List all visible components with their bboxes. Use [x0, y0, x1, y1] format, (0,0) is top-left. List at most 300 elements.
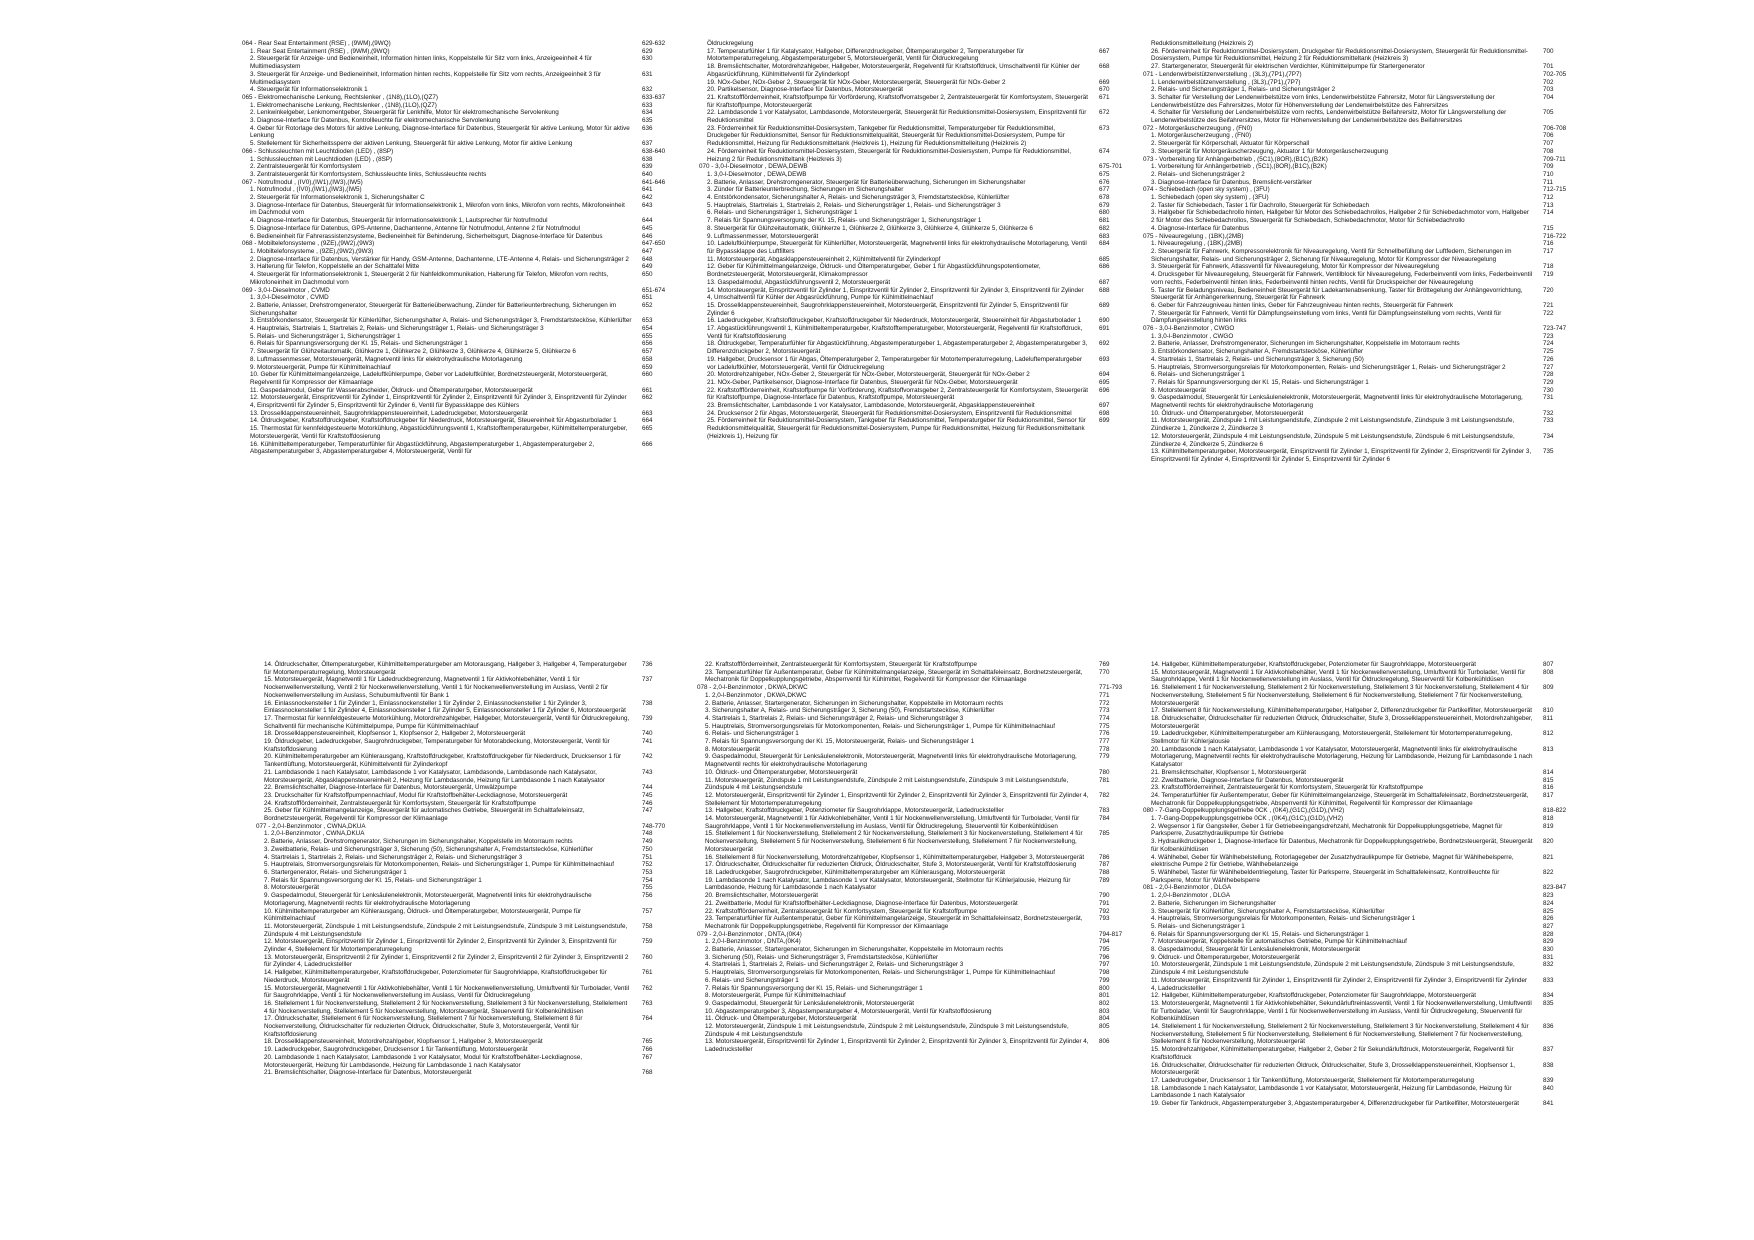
index-entry-row	[697, 985, 1137, 993]
page-number: 794-817	[1099, 930, 1123, 938]
index-entry-row	[1143, 356, 1581, 364]
index-entry-row	[242, 317, 680, 325]
page-number: 640	[642, 170, 653, 178]
page-number: 693	[1099, 355, 1110, 363]
index-heading-text: 080 - 7-Gang-Doppelkupplungsgetriebe 0CK , (0K4),(G1C),(G1D),(VH2)	[1143, 807, 1345, 815]
panel-top-right	[1143, 40, 1581, 464]
page-number: 703	[1543, 86, 1554, 94]
page-number: 696	[1099, 386, 1110, 394]
page-number: 677	[1099, 186, 1110, 194]
page-number: 643	[642, 201, 653, 209]
index-entry-row	[242, 163, 680, 171]
index-heading-row	[1143, 807, 1581, 815]
page-number: 827	[1543, 922, 1554, 930]
page-number: 744	[642, 784, 653, 792]
index-entry-row	[1143, 838, 1581, 853]
page-number: 780	[1099, 768, 1110, 776]
page-number: 748	[642, 830, 653, 838]
index-entry-text: 3. Steuergerät für Anzeige- und Bedieneinheit, Information hinten rechts, Koppelstelle für Sitz vorn rechts, Anzeigeeinheit 3 für Multimediasystem	[250, 70, 602, 86]
index-entry-row	[1143, 730, 1581, 745]
index-entry-row	[242, 425, 680, 440]
page-number: 747	[642, 807, 653, 815]
page-number: 771-793	[1099, 684, 1123, 692]
index-entry-row	[699, 233, 1137, 241]
page-number: 808	[1543, 668, 1554, 676]
index-entry-text: 6. Relais für Spannungsversorgung der Kl. 15, Relais- und Sicherungsträger 1	[250, 340, 468, 348]
page-number: 705	[1543, 109, 1554, 117]
index-entry-text: 18. Drosselklappensteuereinheit, Motordrehzahlgeber, Klopfsensor 1, Hallgeber 3, Motorsteuergerät	[264, 1038, 543, 1046]
page-number: 823	[1543, 892, 1554, 900]
index-entry-text: 14. Stellelement 1 für Nockenverstellung, Stellelement 2 für Nockenverstellung, Stellelement 3 für Nockenverstellung, Stellelement 4 für Nockenverstellung, Stellelement 5 für Nockenverstellung, Stellelement 6 für Nockenverstellung, Stellelement 7 für Nockenverstellung, Stellelement 8 für Nockenverstellung, Motorsteuergerät	[1151, 1023, 1529, 1046]
index-entry-row	[1143, 961, 1581, 976]
page-number: 820	[1543, 838, 1554, 846]
index-entry-row	[1143, 109, 1581, 124]
index-heading-text: 079 - 2,0-l-Benzinmotor , DNTA,(0K4)	[697, 930, 802, 938]
page-number: 731	[1543, 394, 1554, 402]
page-number: 654	[642, 325, 653, 333]
page-number: 818	[1543, 815, 1554, 823]
page-number: 763	[642, 999, 653, 1007]
index-entry-text: 1. Mobiltelefonsysteme , (9ZE),(9W2),(9W3)	[250, 247, 374, 255]
index-entry-text: 4. Wählhebel, Geber für Wählhebelstellung, Rotorlagegeber der Zusatzhydraulikpumpe für Getriebe, Magnet für Wählhebelsperre, elektrische Pumpe 2 für Getriebe, Wählhebelanzeige	[1151, 853, 1514, 869]
panel-bot-mid	[697, 661, 1137, 1054]
page-number: 766	[642, 1046, 653, 1054]
page-number: 645	[642, 224, 653, 232]
page-number: 800	[1099, 984, 1110, 992]
page-number: 793	[1099, 915, 1110, 923]
index-entry-row	[1143, 202, 1581, 210]
page-number: 713	[1543, 201, 1554, 209]
index-entry-row	[1143, 992, 1581, 1000]
page-number: 768	[642, 1069, 653, 1077]
page-number: 699	[1099, 417, 1110, 425]
index-entry-row	[697, 900, 1137, 908]
index-entry-text: 8. Gaspedalmodul, Steuergerät für Lenksäulenelektronik, Motorsteuergerät	[1151, 946, 1360, 954]
index-entry-row	[242, 364, 680, 372]
index-heading-row	[256, 823, 680, 831]
index-entry-row	[256, 884, 680, 892]
page-number: 650	[642, 271, 653, 279]
index-entry-row	[1143, 1023, 1581, 1046]
page-number: 826	[1543, 915, 1554, 923]
index-entry-row	[1143, 387, 1581, 395]
index-entry-row	[699, 225, 1137, 233]
page-number: 701	[1543, 63, 1554, 71]
index-entry-text: 16. Stellelement 1 für Nockenverstellung, Stellelement 2 für Nockenverstellung, Stellelement 3 für Nockenverstellung, Stellelement 4 für Nockenverstellung, Stellelement 5 für Nockenverstellung, Motorsteuergerät, Steuerventil für Kolbenkühldüsen	[264, 999, 628, 1015]
page-number: 738	[642, 699, 653, 707]
index-entry-text: 11. Motorsteuergerät, Zündspule 1 mit Leistungsendstufe, Zündspule 2 mit Leistungsendstufe, Zündspule 3 mit Leistungsendstufe, Zündspule 4 mit Leistungsendstufe	[705, 776, 1069, 792]
index-entry-text: 10. Kühlmitteltemperaturgeber am Kühlerausgang, Öldruck- und Öltemperaturgeber, Motorsteuergerät, Pumpe für Kühlmittelnachlauf	[264, 907, 582, 923]
index-entry-text: 10. Motorsteuergerät, Zündspule 1 mit Leistungsendstufe, Zündspule 2 mit Leistungsendstufe, Zündspule 3 mit Leistungsendstufe, Zündspule 4 mit Leistungsendstufe	[1151, 961, 1515, 977]
page-number: 708	[1543, 147, 1554, 155]
page-number: 828	[1543, 930, 1554, 938]
index-entry-row	[699, 240, 1137, 255]
index-entry-text: 5. Hauptrelais, Stromversorgungsrelais für Motorkomponenten, Relais- und Sicherungsträger 1, Relais- und Sicherungsträger 2	[1151, 363, 1506, 371]
index-entry-text: 15. Motorsteuergerät, Magnetventil 1 für Ladedruckbegrenzung, Magnetventil 1 für Aktivkohlebehälter, Ventil 1 für Nockenwellenverstellung, Ventil 2 für Nockenwellenverstellung, Ventil 1 für Nockenwellenverstellung im Auslass, Ventil 2 für Nockenwellenverstellung im Auslass, Schubumluftventil für Bank 1	[264, 676, 609, 699]
index-entry-row	[1143, 379, 1581, 387]
index-entry-row	[1143, 240, 1581, 248]
page-number: 840	[1543, 1084, 1554, 1092]
page-number: 753	[642, 868, 653, 876]
index-entry-text: 2. Batterie, Anlasser, Startergenerator, Sicherungen im Sicherungshalter, Koppelstelle im Motorraum rechts	[705, 946, 1004, 954]
index-entry-text: 10. Öldruck- und Öltemperaturgeber, Motorsteuergerät	[705, 768, 858, 776]
index-entry-text: 13. Drosselklappensteuereinheit, Saugrohrklappensteuereinheit, Ladedruckgeber, Motorsteuergerät	[250, 409, 528, 417]
page-number: 641-646	[642, 178, 666, 186]
index-heading-row	[1143, 233, 1581, 241]
index-entry-text: 6. Bedieneinheit für Fahrerassistenzsysteme, Bedieneinheit für Behinderung, Sicherheitsgurt, Diagnose-Interface für Datenbus	[250, 232, 603, 240]
index-entry-row	[256, 1046, 680, 1054]
index-entry-row	[697, 815, 1137, 830]
page-number: 646	[642, 232, 653, 240]
page-number: 651	[642, 294, 653, 302]
index-entry-text: 16. Kühlmitteltemperaturgeber, Temperaturfühler für Abgastückführung, Abgastemperaturgeber 1, Abgastemperaturgeber 2, Abgastemperaturgeber 3, Abgastemperaturgeber 4, Motorsteuergerät, Ventil für	[250, 440, 594, 456]
index-entry-text: 9. Gaspedalmodul, Steuergerät für Lenksäulenelektronik, Motorsteuergerät, Magnetventil links für elektrohydraulische Motorlagerung, Magnetventil rechts für elektrohydraulische Motorlagerung	[1151, 394, 1523, 410]
page-number: 698	[1099, 409, 1110, 417]
index-entry-row	[1143, 715, 1581, 730]
index-entry-text: 3. Entstörkondensator, Steuergerät für Kühlerlüfter, Sicherungshalter A, Relais- und Sicherungsträger 3, Fremdstartstecköse, Kühlerlüfter	[250, 317, 632, 325]
index-entry-text: 1. 2,0-l-Benzinmotor , CWNA,DKUA	[264, 830, 365, 838]
index-entry-text: 22. Kraftstoffförderreinheit, Zentralsteuergerät für Komfortsystem, Steuergerät für Kraftstoffpumpe	[705, 907, 977, 915]
index-entry-row	[242, 202, 680, 217]
index-entry-text: 5. Hauptrelais, Stromversorgungsrelais für Motorkomponenten, Relais- und Sicherungsträger 1, Pumpe für Kühlmittelnachlauf	[264, 861, 614, 869]
index-entry-row	[697, 661, 1137, 669]
index-entry-row	[699, 94, 1137, 109]
page-number: 743	[642, 768, 653, 776]
index-entry-text: 20. Bremslichtschalter, Motorsteuergerät	[705, 892, 819, 900]
index-entry-text: 20. Partikelsensor, Diagnose-Interface für Datenbus, Motorsteuergerät	[707, 86, 904, 94]
index-entry-row	[1143, 923, 1581, 931]
page-number: 764	[642, 1015, 653, 1023]
index-entry-row	[699, 125, 1137, 148]
page-number: 715	[1543, 224, 1554, 232]
index-entry-text: 3. Diagnose-Interface für Datenbus, Steuergerät für Informationselektronik 1, Mikrofon vorn links, Mikrofon vorn rechts, Mikrofoneinheit im Dachmodul vorn	[250, 201, 625, 217]
page-number: 629-632	[642, 40, 666, 47]
page-number: 795	[1099, 946, 1110, 954]
index-entry-row	[699, 410, 1137, 418]
index-entry-text: 12. Motorsteuergerät, Einspritzventil für Zylinder 1, Einspritzventil für Zylinder 2, Einspritzventil für Zylinder 3, Einspritzventil für Zylinder 4, Stellelement für Motortemperaturregelung	[705, 791, 1089, 807]
index-entry-text: 5. Hauptrelais, Stromversorgungsrelais für Motorkomponenten, Relais- und Sicherungsträger 1, Pumpe für Kühlmittelnachlauf	[705, 722, 1055, 730]
page-number: 721	[1543, 301, 1554, 309]
page-number: 825	[1543, 907, 1554, 915]
page-number: 815	[1543, 776, 1554, 784]
page-number: 740	[642, 730, 653, 738]
index-entry-row	[1143, 1046, 1581, 1061]
index-heading-row	[697, 931, 1137, 939]
page-number: 772	[1099, 699, 1110, 707]
page-number: 632	[642, 86, 653, 94]
index-entry-row	[699, 356, 1137, 371]
index-entry-text: 3. Steuergerät für Fahrwerk, Atlassventil für Niveauregelung, Motor für Kompressor der Niveauregelung	[1151, 263, 1440, 271]
page-number: 712	[1543, 194, 1554, 202]
page-number: 673	[1099, 124, 1110, 132]
index-entry-text: 4. Startrelais 1, Startrelais 2, Relais- und Sicherungsträger 2, Relais- und Sicherungsträger 3	[705, 961, 964, 969]
index-entry-row	[256, 1000, 680, 1015]
page-number: 717	[1543, 247, 1554, 255]
index-entry-text: Öldruckregelung	[707, 40, 754, 47]
index-entry-row	[697, 977, 1137, 985]
page-number: 806	[1099, 1038, 1110, 1046]
index-entry-row	[256, 1038, 680, 1046]
page-number: 838	[1543, 1061, 1554, 1069]
index-heading-text: 076 - 3,0-l-Benzinmotor , CWGO	[1143, 325, 1235, 333]
index-entry-text: 14. Motorsteuergerät, Einspritzventil für Zylinder 1, Einspritzventil für Zylinder 2, Einspritzventil für Zylinder 3, Einspritzventil für Zylinder 4, Umschaltventil für Kühler der Abgasrückführung, Pumpe für Kühlmittelnachlauf	[707, 286, 1084, 302]
index-entry-text: 1. 2,0-l-Benzinmotor , DLGA	[1151, 892, 1231, 900]
page-number: 762	[642, 984, 653, 992]
index-heading-text: 067 - Notrufmodul , (IV0),(IW1),(IW3),(IW5)	[242, 178, 363, 186]
index-entry-text: 7. Steuergerät für Fahrwerk, Ventil für Dämpfungseinstellung vorn links, Ventil für Dämpfungseinstellung vorn rechts, Ventil für Dämpfungseinstellung hinten links	[1151, 309, 1502, 325]
index-entry-row	[242, 263, 680, 271]
index-entry-text: 9. Gaspedalmodul, Steuergerät für Lenksäulenelektronik, Motorsteuergerät	[705, 999, 914, 1007]
index-entry-text: 23. Kraftstoffförderreinheit, Zentralsteuergerät für Komfortsystem, Steuergerät für Kraftstoffpumpe	[1151, 784, 1423, 792]
index-heading-text: 073 - Vorbereitung für Anhängerbetrieb , (5C1),(8OR),(B1C),(B2K)	[1143, 155, 1328, 163]
page-number: 711	[1543, 178, 1554, 186]
index-entry-text: 1. Schlussleuchten mit Leuchtdioden (LED) , (8SP)	[250, 155, 393, 163]
index-entry-text: 4. Diagnose-Interface für Datenbus, Steuergerät für Informationselektronik 1, Lautsprecher für Notrufmodul	[250, 217, 548, 225]
index-entry-text: 2. Batterie, Anlasser, Drehstromgenerator, Sicherungen im Sicherungshalter, Koppelstelle im Motorraum rechts	[1151, 340, 1460, 348]
index-entry-text: 7. Steuergerät für Glühzeitautomatik, Glühkerze 1, Glühkerze 2, Glühkerze 3, Glühkerze 4, Glühkerze 5, Glühkerze 6	[250, 348, 576, 356]
index-entry-text: 8. Motorsteuergerät	[1151, 386, 1206, 394]
index-entry-row	[1143, 915, 1581, 923]
index-entry-row	[1143, 310, 1581, 325]
index-entry-row	[1143, 171, 1581, 179]
index-entry-text: 9. Gaspedalmodul, Steuergerät für Lenksäulenelektronik, Motorsteuergerät, Magnetventil links für elektrohydraulische Motorlagerung, Magnetventil rechts für elektrohydraulische Motorlagerung	[264, 892, 592, 907]
index-entry-row	[256, 715, 680, 730]
index-entry-row	[699, 40, 1137, 48]
index-entry-text: 4. Startrelais 1, Startrelais 2, Relais- und Sicherungsträger 2, Relais- und Sicherungsträger 3	[264, 853, 523, 861]
index-entry-row	[1143, 132, 1581, 140]
page-number: 741	[642, 738, 653, 746]
index-entry-row	[256, 854, 680, 862]
page-number: 653	[642, 317, 653, 325]
index-entry-row	[1143, 854, 1581, 869]
page-number: 663	[642, 409, 653, 417]
page-number: 829	[1543, 938, 1554, 946]
index-entry-text: 3. Sicherung (50), Relais- und Sicherungsträger 3, Fremdstartstecköse, Kühlerlüfter	[705, 953, 939, 961]
page-number: 718	[1543, 263, 1554, 271]
index-entry-row	[699, 379, 1137, 387]
index-entry-text: 17. Stellelement 8 für Nockenverstellung, Kühlmitteltemperaturgeber, Hallgeber 2, Differenzdruckgeber für Partikelfilter, Motorsteuergerät	[1151, 707, 1533, 715]
page-number: 716-722	[1543, 232, 1567, 240]
index-entry-text: 20. Motordrehzahlgeber, NOx-Geber 2, Steuergerät für NOx-Geber, Motorsteuergerät, Steuergerät für NOx-Geber 2	[707, 371, 1030, 379]
page-number: 773	[1099, 707, 1110, 715]
index-entry-text: 18. Drosselklappensteuereinheit, Klopfsensor 1, Klopfsensor 2, Hallgeber 2, Motorsteuergerät	[264, 730, 526, 738]
index-entry-row	[256, 700, 680, 715]
page-number: 791	[1099, 899, 1110, 907]
index-entry-text: 15. Stellelement 1 für Nockenverstellung, Stellelement 2 für Nockenverstellung, Stellelement 3 für Nockenverstellung, Stellelement 4 für Nockenverstellung, Stellelement 5 für Nockenverstellung, Stellelement 6 für Nockenverstellung, Stellelement 7 für Nockenverstellung, Motorsteuergerät	[705, 830, 1083, 853]
page-number: 723	[1543, 332, 1554, 340]
page-number: 722	[1543, 309, 1554, 317]
index-entry-row	[256, 1054, 680, 1069]
page-number: 734	[1543, 432, 1554, 440]
index-heading-row	[1143, 71, 1581, 79]
index-entry-row	[256, 792, 680, 800]
index-entry-text: 2. Steuergerät für Informationselektronik 1, Sicherungshalter C	[250, 194, 425, 202]
index-entry-text: 19. Öldruckgeber, Ladedruckgeber, Saugrohrdruckgeber, Temperaturgeber für Motorabdeckung, Motorsteuergerät, Ventil für Kraftstoffdosierung	[264, 738, 610, 753]
page-number: 783	[1099, 807, 1110, 815]
page-number: 657	[642, 348, 653, 356]
index-entry-text: 4. Diagnose-Interface für Datenbus	[1151, 224, 1250, 232]
page-number: 824	[1543, 899, 1554, 907]
index-entry-text: 7. Relais für Spannungsversorgung der Kl. 15, Relais- und Sicherungsträger 1	[705, 984, 923, 992]
page-number: 725	[1543, 348, 1554, 356]
page-number: 794	[1099, 938, 1110, 946]
index-heading-text: 078 - 2,0-l-Benzinmotor , DKWA,DKWC	[697, 684, 808, 692]
page-number: 664	[642, 417, 653, 425]
index-entry-text: 1. Notrufmodul , (IV0),(IW1),(IW3),(IW5)	[250, 186, 362, 194]
index-heading-text: 066 - Schlussleuchten mit Leuchtdioden (LED) , (8SP)	[242, 147, 394, 155]
index-entry-text: 3. Zweitbatterie, Relais- und Sicherungsträger 3, Sicherung (50), Sicherungshalter A, Fremdstartstecköse, Kühlerlüfter	[264, 845, 593, 853]
page-number: 748-770	[642, 822, 666, 830]
index-entry-text: 11. Öldruck- und Öltemperaturgeber, Motorsteuergerät	[705, 1015, 857, 1023]
index-heading-row	[242, 287, 680, 295]
index-entry-text: 18. Öldruckgeber, Temperaturfühler für Abgastückführung, Abgastemperaturgeber 1, Abgastemperaturgeber 2, Abgastemperaturgeber 3, Differenzdruckgeber 2, Motorsteuergerät	[707, 340, 1088, 356]
page-number: 685	[1099, 255, 1110, 263]
page-number: 777	[1099, 738, 1110, 746]
page-number: 695	[1099, 378, 1110, 386]
index-entry-text: 12. Hallgeber, Kühlmitteltemperaturgeber, Kraftstoffdruckgeber, Potenziometer für Saugrohrklappe, Motorsteuergerät	[1151, 992, 1477, 1000]
index-entry-row	[242, 186, 680, 194]
page-number: 801	[1099, 992, 1110, 1000]
index-entry-text: 14. Hallgeber, Kühlmitteltemperaturgeber, Kraftstoffdruckgeber, Potenziometer für Saugrohrklappe, Motorsteuergerät	[1151, 661, 1477, 668]
index-entry-text: 21. Bremslichtschalter, Diagnose-Interface für Datenbus, Motorsteuergerät	[264, 1069, 472, 1077]
panel-top-mid	[699, 40, 1137, 441]
index-entry-row	[242, 71, 680, 86]
index-entry-row	[256, 1069, 680, 1077]
index-entry-row	[242, 271, 680, 286]
index-entry-text: 27. Startergenerator, Steuergerät für elektrischen Verdichter, Kühlmittelpumpe für Startergenerator	[1151, 63, 1425, 71]
page-number: 639	[642, 163, 653, 171]
page-number: 726	[1543, 355, 1554, 363]
page-number: 656	[642, 340, 653, 348]
index-entry-row	[256, 676, 680, 699]
page-number: 641	[642, 186, 653, 194]
index-entry-text: 10. Abgastemperaturgeber 3, Abgastemperaturgeber 4, Motorsteuergerät, Ventil für Kraftstoffdosierung	[705, 1007, 992, 1015]
index-entry-row	[1143, 908, 1581, 916]
index-entry-row	[699, 317, 1137, 325]
index-entry-text: 4. Startrelais 1, Startrelais 2, Relais- und Sicherungsträger 3, Sicherung (50)	[1151, 355, 1364, 363]
index-entry-text: 1. 7-Gang-Doppelkupplungsgetriebe 0CK , (0K4),(G1C),(G1D),(VH2)	[1151, 815, 1344, 823]
page-number: 776	[1099, 730, 1110, 738]
index-entry-row	[699, 325, 1137, 340]
page-number: 833	[1543, 976, 1554, 984]
index-entry-row	[1143, 94, 1581, 109]
page-number: 749	[642, 838, 653, 846]
page-number: 761	[642, 969, 653, 977]
index-entry-row	[256, 769, 680, 784]
index-entry-row	[697, 869, 1137, 877]
page-number: 821	[1543, 853, 1554, 861]
page-number: 756	[642, 892, 653, 900]
index-entry-text: 11. Motorsteuergerät, Zündspule 1 mit Leistungsendstufe, Zündspule 2 mit Leistungsendstufe, Zündspule 3 mit Leistungsendstufe, Zündspule 4 mit Leistungsendstufe	[264, 922, 628, 938]
page-number: 817	[1543, 791, 1554, 799]
index-entry-row	[697, 1000, 1137, 1008]
index-entry-row	[242, 117, 680, 125]
index-heading-text: 069 - 3,0-l-Dieselmotor , CVMD	[242, 286, 330, 294]
page-number: 669	[1099, 78, 1110, 86]
index-entry-text: 11. Motorsteuergerät, Abgasklappensteuereinheit 2, Kühlmittelventil für Zylinderkopf	[707, 255, 941, 263]
index-entry-text: 5. Diagnose-Interface für Datenbus, GPS-Antenne, Dachantenne, Antenne für Notrufmodul, Antenne 2 für Notrufmodul	[250, 224, 581, 232]
page-number: 759	[642, 938, 653, 946]
page-number: 666	[642, 440, 653, 448]
index-entry-row	[1143, 900, 1581, 908]
index-entry-text: 3. Schalter für Verstellung der Lendenwirbelstütze vorn links, Lendenwirbelstütze Fahrersitz, Motor für Längsverstellung der Lendenwirbelstütze des Fahrersitzes, Motor für Höhenverstellung der Lendenwirbelstütze des Fahrersitzes	[1151, 93, 1495, 109]
index-entry-row	[697, 1038, 1137, 1053]
index-entry-row	[1143, 40, 1581, 48]
index-entry-row	[699, 402, 1137, 410]
page-number: 688	[1099, 286, 1110, 294]
index-entry-row	[1143, 417, 1581, 432]
index-entry-row	[1143, 225, 1581, 233]
page-number: 755	[642, 884, 653, 892]
index-entry-row	[1143, 684, 1581, 707]
index-entry-text: 2. Batterie, Anlasser, Drehstromgenerator, Steuergerät für Batterieüberwachung, Sicherungen im Sicherungshalter	[707, 178, 1026, 186]
index-entry-row	[697, 1023, 1137, 1038]
index-entry-row	[1143, 448, 1581, 463]
index-entry-row	[697, 954, 1137, 962]
index-entry-row	[697, 969, 1137, 977]
index-entry-text: 13. Motorsteuergerät, Einspritzventil für Zylinder 1, Einspritzventil für Zylinder 2, Einspritzventil für Zylinder 3, Einspritzventil für Zylinder 4, Ladedruckstelller	[705, 1038, 1089, 1054]
index-entry-row	[699, 371, 1137, 379]
page-number: 670	[1099, 86, 1110, 94]
page-number: 675-701	[1099, 163, 1123, 171]
page-number: 633	[642, 101, 653, 109]
page-number: 803	[1099, 1007, 1110, 1015]
index-entry-row	[1143, 769, 1581, 777]
index-entry-row	[1143, 333, 1581, 341]
index-entry-row	[699, 340, 1137, 355]
index-entry-text: 3. Zentralsteuergerät für Komfortsystem, Schlussleuchte links, Schlussleuchte rechts	[250, 170, 487, 178]
index-entry-text: 1. Vorbereitung für Anhängerbetrieb , (5C1),(8OR),(B1C),(B2K)	[1151, 163, 1327, 171]
index-entry-text: 6. Startergenerator, Relais- und Sicherungsträger 1	[264, 868, 407, 876]
index-entry-text: 5. Relais- und Sicherungsträger 1	[1151, 922, 1245, 930]
index-entry-text: 8. Steuergerät für Glühzeitautomatik, Glühkerze 1, Glühkerze 2, Glühkerze 3, Glühkerze 4, Glühkerze 5, Glühkerze 6	[707, 224, 1033, 232]
index-entry-row	[697, 908, 1137, 916]
index-entry-text: 17. Thermostat für kennfeldgesteuerte Motorkühlung, Motordrehzahlgeber, Hallgeber, Motorsteuergerät, Ventil für Öldruckregelung, Schaltventil für mechanische Kühlmittelpumpe, Pumpe für Kühlmittelnachlauf	[264, 714, 630, 730]
index-entry-text: 9. Öldruck- und Öltemperaturgeber, Motorsteuergerät	[1151, 953, 1300, 961]
page-number: 737	[642, 676, 653, 684]
index-entry-row	[242, 417, 680, 425]
index-entry-row	[256, 738, 680, 753]
index-entry-row	[1143, 777, 1581, 785]
page-number: 692	[1099, 340, 1110, 348]
index-heading-row	[242, 179, 680, 187]
index-entry-row	[242, 109, 680, 117]
page-number: 679	[1099, 201, 1110, 209]
index-entry-text: 13. Hallgeber, Kraftstoffdruckgeber, Potenziometer für Saugrohrklappe, Motorsteuergerät, Ladedruckstelller	[705, 807, 1004, 815]
index-entry-text: 16. Öldruckschalter, Öldruckschalter für reduzierten Öldruck, Öldruckschalter, Stufe 3, Drosselklappensteuereinheit, Klopfsensor 1, Motorsteuergerät	[1151, 1061, 1515, 1077]
index-heading-row	[242, 148, 680, 156]
page-number: 675	[1099, 170, 1110, 178]
index-heading-text: 070 - 3,0-l-Dieselmotor , DEWA,DEWB	[699, 163, 808, 171]
index-entry-text: 2. Diagnose-Interface für Datenbus, Verstärker für Handy, GSM-Antenne, Dachantenne, LTE-Antenne 4, Relais- und Sicherungsträger 2	[250, 255, 629, 263]
index-entry-text: 14. Motorsteuergerät, Magnetventil 1 für Aktivkohlebehälter, Ventil 1 für Nockenwellenverstellung, Umluftventil für Turbolader, Ventil für Saugrohrklappe, Ventil 1 für Nockenwellenverstellung im Auslass, Ventil für Öldruckregelung, Steuerventil für Kolbenkühldüsen	[705, 815, 1080, 830]
index-entry-row	[256, 661, 680, 676]
index-entry-row	[1143, 248, 1581, 263]
page-number: 813	[1543, 745, 1554, 753]
index-entry-text: 3. Zünder für Batterieunterbrechung, Sicherungen im Sicherungshalter	[707, 186, 904, 194]
index-entry-row	[256, 923, 680, 938]
index-entry-text: 4. Startrelais 1, Startrelais 2, Relais- und Sicherungsträger 2, Relais- und Sicherungsträger 3	[705, 714, 964, 722]
index-entry-row	[697, 769, 1137, 777]
index-entry-text: 20. Lambdasonde 1 nach Katalysator, Lambdasonde 1 vor Katalysator, Motorsteuergerät, Magnetventil links für elektrohydraulische Motorlagerung, Magnetventil rechts für elektrohydraulische Motorlagerung, Heizung für Lambdasonde, Heizung für Lambdasonde 1 nach Katalysator	[1151, 745, 1533, 769]
index-entry-text: 1. 3,0-l-Benzinmotor , CWGO	[1151, 332, 1234, 340]
page-number: 672	[1099, 109, 1110, 117]
index-entry-row	[1143, 302, 1581, 310]
index-entry-text: 4. Hauptrelais, Startrelais 1, Startrelais 2, Relais- und Sicherungsträger 1, Relais- und Sicherungsträger 3	[250, 325, 544, 333]
index-entry-text: 8. Motorsteuergerät	[705, 745, 760, 753]
index-entry-text: 19. Geber für Tankdruck, Abgastemperaturgeber 3, Abgastemperaturgeber 4, Differenzdruckgeber für Partikelfilter, Motorsteuergerät	[1151, 1100, 1519, 1108]
index-entry-row	[697, 723, 1137, 731]
